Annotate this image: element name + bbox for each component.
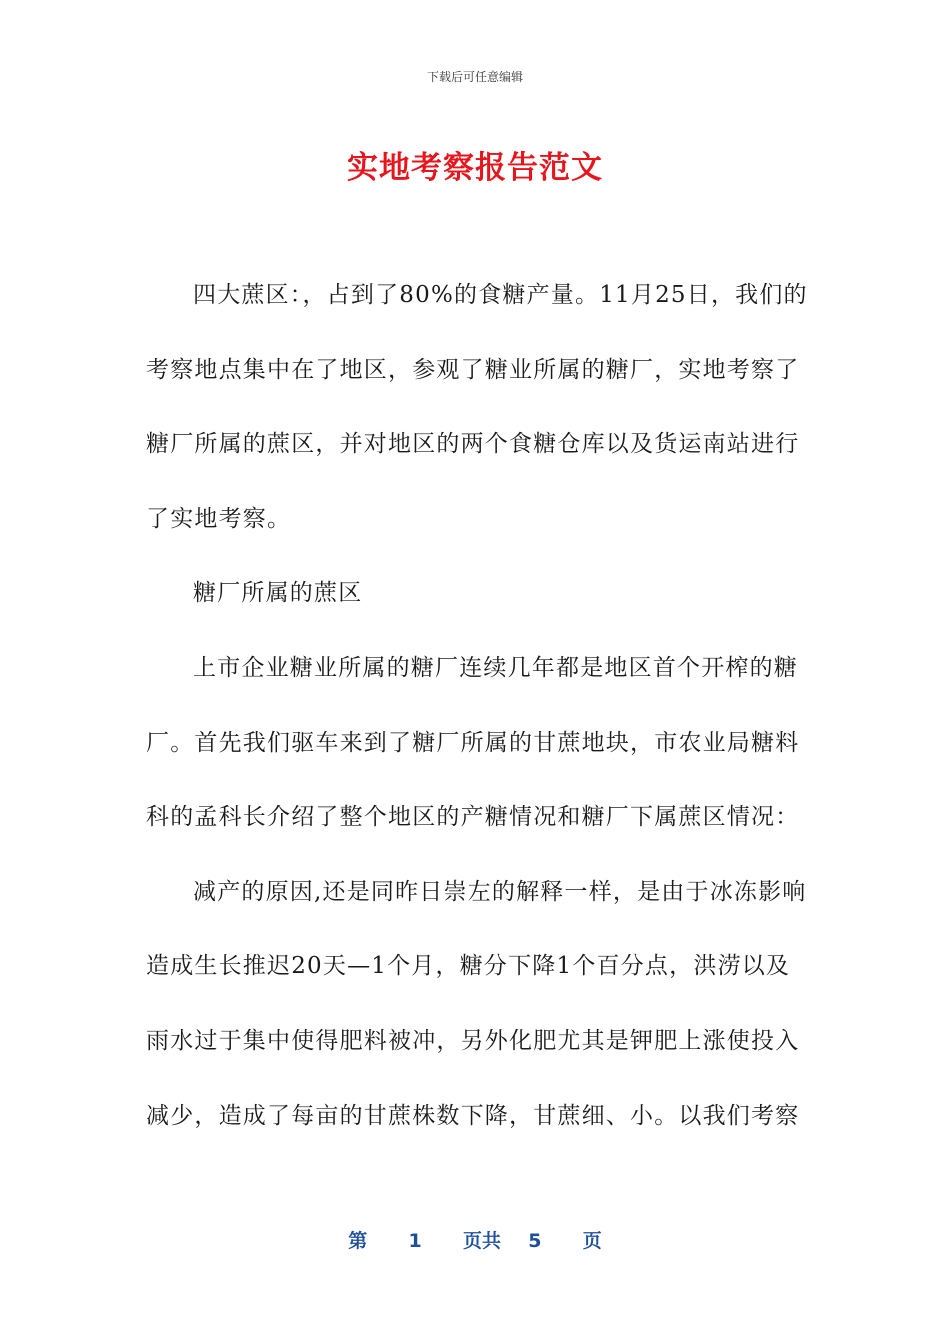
footer-prefix: 第 xyxy=(348,1230,368,1252)
text-line: 糖厂所属的蔗区 xyxy=(193,580,363,607)
text-line: 科的孟科长介绍了整个地区的产糖情况和糖厂下属蔗区情况： xyxy=(146,804,800,831)
text-line: 雨水过于集中使得肥料被冲，另外化肥尤其是钾肥上涨使投入 xyxy=(146,1027,800,1054)
text-line: 了实地考察。 xyxy=(146,505,292,532)
text-line: 考察地点集中在了地区，参观了糖业所属的糖厂，实地考察了 xyxy=(146,356,800,383)
footer-suffix: 页 xyxy=(582,1230,602,1252)
footer-page-total: 5 xyxy=(528,1230,542,1252)
text-line: 厂。首先我们驱车来到了糖厂所属的甘蔗地块，市农业局糖料 xyxy=(146,729,800,756)
text-line: 四大蔗区：，占到了80%的食糖产量。11月25日，我们的 xyxy=(193,282,808,308)
text-line: 造成生长推迟20天—1个月，糖分下降1个百分点，洪涝以及 xyxy=(146,953,791,980)
header-note: 下载后可任意编辑 xyxy=(426,70,523,84)
text-line: 减少，造成了每亩的甘蔗株数下降，甘蔗细、小。以我们考察 xyxy=(146,1102,800,1129)
text-line: 减产的原因,还是同昨日崇左的解释一样，是由于冰冻影响 xyxy=(193,878,807,905)
page-footer xyxy=(0,1226,950,1253)
document-title: 实地考察报告范文 xyxy=(347,150,603,186)
text-line: 上市企业糖业所属的糖厂连续几年都是地区首个开榨的糖 xyxy=(193,654,798,681)
footer-page-current: 1 xyxy=(408,1230,422,1252)
footer-middle: 页共 xyxy=(462,1230,501,1252)
body-text xyxy=(146,258,806,1153)
text-line: 糖厂所属的蔗区，并对地区的两个食糖仓库以及货运南站进行 xyxy=(146,431,800,458)
